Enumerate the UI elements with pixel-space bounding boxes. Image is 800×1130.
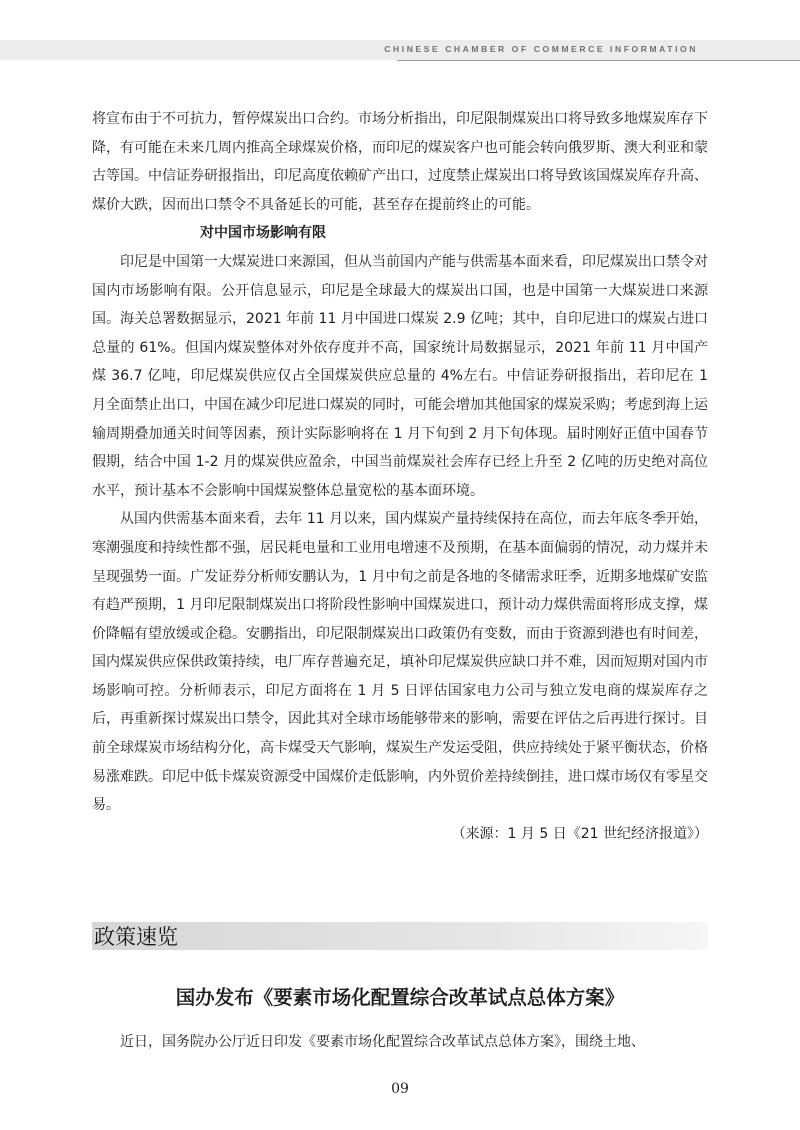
article-paragraph: 将宣布由于不可抗力，暂停煤炭出口合约。市场分析指出，印尼限制煤炭出口将导致多地煤炭库存下降，有可能在未来几周内推高全球煤炭价格，而印尼的煤炭客户也可能会转向俄罗斯、澳大利亚和蒙古等国。中信证券研报指出，印尼高度依赖矿产出口，过度禁止煤炭出口将导致该国煤炭库存升高、煤价大跌，因而出口禁令不具备延长的可能，甚至存在提前终止的可能。	[92, 111, 708, 213]
article-source: （来源：1 月 5 日《21 世纪经济报道》）	[451, 825, 708, 842]
policy-intro: 近日，国务院办公厅近日印发《要素市场化配置综合改革试点总体方案》，围绕土地、	[120, 1034, 645, 1050]
section-label: 政策速览	[94, 925, 178, 949]
article-paragraph: 印尼是中国第一大煤炭进口来源国，但从当前国内产能与供需基本面来看，印尼煤炭出口禁令对国内市场影响有限。公开信息显示，印尼是全球最大的煤炭出口国，也是中国第一大煤炭进口来源国。海关总署数据显示，2021 年前 11 月中国进口煤炭 2.9 亿吨；其中，自印尼进口的煤炭占进口总量的 61%。但国内煤炭整体对外依存度并不高，国家统计局数据显示，2021 年前 11 月中国产煤 36.7 亿吨，印尼煤炭供应仅占全国煤炭供应总量的 4%左右。中信证券研报指出，若印尼在 1 月全面禁止出口，中国在减少印尼进口煤炭的同时，可能会增加其他国家的煤炭采购；考虑到海上运输周期叠加通关时间等因素，预计实际影响将在 1 月下旬到 2 月下旬体现。届时刚好正值中国春节假期，结合中国 1-2 月的煤炭供应盈余，中国当前煤炭社会库存已经上升至 2 亿吨的历史绝对高位水平，预计基本不会影响中国煤炭整体总量宽松的基本面环境。	[92, 253, 708, 499]
article-paragraph: 从国内供需基本面来看，去年 11 月以来，国内煤炭产量持续保持在高位，而去年底冬季开始，寒潮强度和持续性都不强，居民耗电量和工业用电增速不及预期，在基本面偏弱的情况，动力煤并未呈现强势一面。广发证券分析师安鹏认为，1 月中旬之前是各地的冬储需求旺季，近期多地煤矿安监有趋严预期，1 月印尼限制煤炭出口将阶段性影响中国煤炭进口，预计动力煤供需面将形成支撑，煤价降幅有望放缓或企稳。安鹏指出，印尼限制煤炭出口政策仍有变数，而由于资源到港也有时间差，国内煤炭供应保供政策持续，电厂库存普遍充足，填补印尼煤炭供应缺口并不难，因而短期对国内市场影响可控。分析师表示，印尼方面将在 1 月 5 日评估国家电力公司与独立发电商的煤炭库存之后，再重新探讨煤炭出口禁令，因此其对全球市场能够带来的影响，需要在评估之后再进行探讨。目前全球煤炭市场结构分化，高卡煤受天气影响，煤炭生产发运受阻，供应持续处于紧平衡状态，价格易涨难跌。印尼中低卡煤炭资源受中国煤价走低影响，内外贸价差持续倒挂，进口煤市场仅有零星交易。	[92, 511, 708, 814]
header-title: CHINESE CHAMBER OF COMMERCE INFORMATION	[384, 44, 698, 54]
page-number: 09	[391, 1081, 409, 1097]
section-band	[92, 922, 708, 950]
article-subheading: 对中国市场影响有限	[200, 225, 326, 242]
header-divider	[397, 60, 800, 61]
article-body	[92, 105, 708, 848]
policy-title: 国办发布《要素市场化配置综合改革试点总体方案》	[175, 986, 625, 1009]
